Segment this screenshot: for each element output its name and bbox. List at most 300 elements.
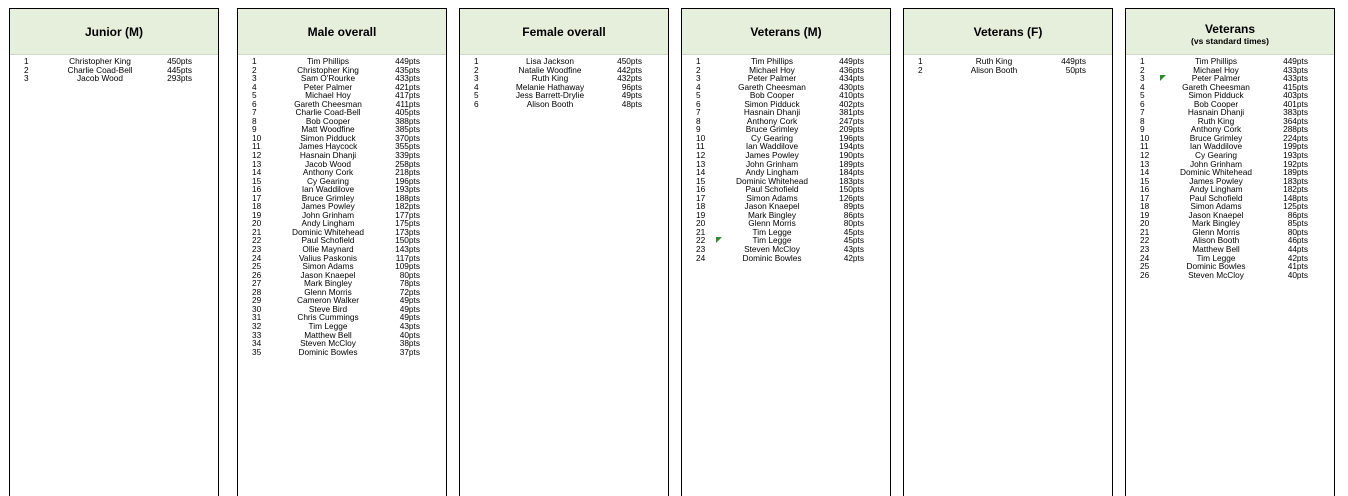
rank: 15 (1140, 175, 1150, 186)
result-row (1126, 271, 1334, 280)
runner-name: Jess Barrett-Drylie (515, 90, 585, 101)
rank: 2 (252, 64, 257, 75)
result-row (904, 66, 1112, 75)
runner-name: James Powley (301, 201, 355, 212)
runner-name: Peter Palmer (1191, 73, 1241, 84)
points: 40pts (399, 329, 420, 340)
results-list (460, 55, 668, 108)
rank: 23 (696, 244, 706, 255)
panel-title: Veterans (1204, 21, 1256, 36)
points: 117pts (395, 252, 420, 263)
rank: 23 (252, 244, 262, 255)
points: 184pts (839, 167, 864, 178)
points: 410pts (839, 90, 864, 101)
points: 78pts (399, 278, 420, 289)
runner-name: Anthony Cork (746, 115, 798, 126)
runner-name: Mark Bingley (1192, 218, 1240, 229)
rank: 1 (1140, 56, 1145, 66)
points: 37pts (399, 346, 420, 357)
rank: 10 (1140, 132, 1150, 143)
runner-name: Glenn Morris (748, 218, 796, 229)
runner-name: Tim Legge (308, 320, 348, 331)
panel-title: Veterans (M) (750, 24, 822, 39)
panel-header (460, 9, 668, 55)
runner-name: Ruth King (531, 73, 569, 84)
panel-title: Female overall (522, 24, 606, 39)
runner-name: Dominic Bowles (742, 252, 802, 263)
runner-name: Ruth King (975, 56, 1013, 66)
runner-name: Simon Adams (302, 261, 354, 272)
runner-name: Lisa Jackson (526, 56, 574, 66)
runner-name: Bruce Grimley (745, 124, 799, 135)
rank: 21 (1140, 226, 1150, 237)
rank: 21 (696, 226, 706, 237)
points: 430pts (839, 81, 864, 92)
runner-name: Cameron Walker (297, 295, 359, 306)
rank: 31 (252, 312, 262, 323)
points: 80pts (399, 269, 420, 280)
rank: 6 (1140, 98, 1145, 109)
points: 196pts (839, 132, 864, 143)
panel-header (238, 9, 446, 55)
points: 177pts (395, 209, 420, 220)
rank: 14 (696, 167, 706, 178)
points: 143pts (395, 244, 420, 255)
panel-header (682, 9, 890, 55)
rank: 24 (252, 252, 262, 263)
runner-name: Tim Phillips (750, 56, 794, 66)
points: 449pts (1061, 56, 1086, 66)
rank: 4 (252, 81, 257, 92)
rank: 18 (1140, 201, 1150, 212)
runner-name: Cy Gearing (307, 175, 349, 186)
panel-header (10, 9, 218, 55)
points: 433pts (1283, 73, 1308, 84)
points: 445pts (167, 64, 192, 75)
rank: 33 (252, 329, 262, 340)
rank: 15 (696, 175, 706, 186)
points: 247pts (839, 115, 864, 126)
runner-name: Simon Adams (1190, 201, 1242, 212)
runner-name: Cy Gearing (1195, 150, 1237, 161)
runner-name: Charlie Coad-Bell (295, 107, 361, 118)
runner-name: John Grinham (1189, 158, 1243, 169)
points: 49pts (621, 90, 642, 101)
points: 435pts (395, 64, 420, 75)
rank: 3 (474, 73, 479, 84)
points: 45pts (843, 235, 864, 246)
runner-name: Anthony Cork (302, 167, 354, 178)
runner-name: Christopher King (297, 64, 359, 75)
points: 189pts (1283, 167, 1308, 178)
rank: 24 (1140, 252, 1150, 263)
rank: 29 (252, 295, 262, 306)
points: 182pts (395, 201, 420, 212)
rank: 14 (252, 167, 262, 178)
rank: 1 (918, 56, 923, 66)
points: 150pts (839, 184, 864, 195)
runner-name: Ollie Maynard (302, 244, 354, 255)
runner-name: Paul Schofield (301, 235, 355, 246)
points: 44pts (1287, 244, 1308, 255)
results-list (1126, 55, 1334, 279)
points: 355pts (395, 141, 420, 152)
points: 209pts (839, 124, 864, 135)
runner-name: Hasnain Dhanji (1187, 107, 1245, 118)
runner-name: James Haycock (298, 141, 358, 152)
points: 449pts (1283, 56, 1308, 66)
rank: 28 (252, 286, 262, 297)
rank: 1 (474, 56, 479, 66)
rank: 9 (252, 124, 257, 135)
points: 436pts (839, 64, 864, 75)
runner-name: Andy Lingham (745, 167, 799, 178)
points: 196pts (395, 175, 420, 186)
runner-name: Jacob Wood (77, 73, 123, 84)
runner-name: Steven McCloy (744, 244, 800, 255)
runner-name: Tim Legge (752, 226, 792, 237)
runner-name: Ian Waddilove (301, 184, 355, 195)
points: 192pts (1283, 158, 1308, 169)
runner-name: Mark Bingley (304, 278, 352, 289)
runner-name: Glenn Morris (304, 286, 352, 297)
runner-name: Melanie Hathaway (515, 81, 585, 92)
rank: 19 (1140, 209, 1150, 220)
results-list (904, 55, 1112, 74)
points: 293pts (167, 73, 192, 84)
result-row (238, 348, 446, 357)
runner-name: Michael Hoy (305, 90, 351, 101)
rank: 27 (252, 278, 262, 289)
points: 442pts (617, 64, 642, 75)
points: 125pts (1283, 201, 1308, 212)
panel-junior-m (9, 8, 219, 496)
runner-name: Jacob Wood (305, 158, 351, 169)
rank: 11 (696, 141, 705, 152)
rank: 3 (24, 73, 29, 84)
points: 401pts (1283, 98, 1308, 109)
runner-name: Paul Schofield (745, 184, 799, 195)
rank: 16 (252, 184, 262, 195)
rank: 12 (252, 150, 262, 161)
rank: 25 (1140, 261, 1150, 272)
points: 381pts (839, 107, 864, 118)
points: 49pts (399, 295, 420, 306)
points: 42pts (843, 252, 864, 263)
panel-title: Male overall (307, 24, 377, 39)
points: 42pts (1287, 252, 1308, 263)
result-row (460, 100, 668, 109)
runner-name: James Powley (1189, 175, 1243, 186)
results-list (10, 55, 218, 83)
points: 188pts (395, 192, 420, 203)
runner-name: Peter Palmer (303, 81, 353, 92)
points: 48pts (621, 98, 642, 109)
points: 450pts (617, 56, 642, 66)
rank: 18 (696, 201, 706, 212)
rank: 5 (474, 90, 479, 101)
runner-name: Matt Woodfine (301, 124, 355, 135)
runner-name: Steve Bird (308, 303, 348, 314)
rank: 6 (474, 98, 479, 109)
runner-name: Gareth Cheesman (1182, 81, 1250, 92)
result-row (10, 74, 218, 83)
rank: 26 (252, 269, 262, 280)
points: 43pts (843, 244, 864, 255)
rank: 13 (696, 158, 706, 169)
points: 433pts (395, 73, 420, 84)
points: 49pts (399, 312, 420, 323)
rank: 22 (696, 235, 706, 246)
points: 41pts (1287, 261, 1308, 272)
points: 175pts (395, 218, 420, 229)
runner-name: John Grinham (301, 209, 355, 220)
rank: 3 (1140, 73, 1145, 84)
rank: 5 (1140, 90, 1145, 101)
rank: 2 (1140, 64, 1145, 75)
rank: 1 (252, 56, 257, 66)
runner-name: Simon Pidduck (744, 98, 800, 109)
points: 415pts (1283, 81, 1308, 92)
points: 80pts (1287, 226, 1308, 237)
rank: 19 (252, 209, 262, 220)
runner-name: Gareth Cheesman (294, 98, 362, 109)
points: 339pts (395, 150, 420, 161)
rank: 34 (252, 338, 262, 349)
rank: 7 (696, 107, 701, 118)
rank: 17 (252, 192, 262, 203)
rank: 3 (696, 73, 701, 84)
points: 402pts (839, 98, 864, 109)
points: 86pts (843, 209, 864, 220)
runner-name: Valius Paskonis (299, 252, 357, 263)
runner-name: Dominic Bowles (1186, 261, 1246, 272)
rank: 2 (918, 64, 923, 75)
points: 199pts (1283, 141, 1308, 152)
runner-name: Natalie Woodfine (518, 64, 582, 75)
rank: 15 (252, 175, 262, 186)
points: 182pts (1283, 184, 1308, 195)
rank: 2 (696, 64, 701, 75)
points: 388pts (395, 115, 420, 126)
points: 89pts (843, 201, 864, 212)
rank: 26 (1140, 269, 1150, 280)
rank: 16 (696, 184, 706, 195)
rank: 13 (252, 158, 262, 169)
runner-name: Gareth Cheesman (738, 81, 806, 92)
runner-name: Steven McCloy (300, 338, 356, 349)
panel-header (1126, 9, 1334, 55)
rank: 8 (1140, 115, 1145, 126)
runner-name: Jason Knaepel (744, 201, 800, 212)
points: 38pts (399, 338, 420, 349)
rank: 1 (24, 56, 29, 66)
rank: 9 (1140, 124, 1145, 135)
rank: 13 (1140, 158, 1150, 169)
runner-name: Peter Palmer (747, 73, 797, 84)
runner-name: Ian Waddilove (1189, 141, 1243, 152)
points: 126pts (839, 192, 864, 203)
rank: 5 (252, 90, 257, 101)
runner-name: Ruth King (1197, 115, 1235, 126)
runner-name: Dominic Whitehead (292, 226, 364, 237)
panel-veterans-m (681, 8, 891, 496)
points: 405pts (395, 107, 420, 118)
points: 449pts (395, 56, 420, 66)
runner-name: Cy Gearing (751, 132, 793, 143)
rank: 6 (252, 98, 257, 109)
runner-name: Andy Lingham (1189, 184, 1243, 195)
rank: 17 (696, 192, 706, 203)
result-row (682, 254, 890, 263)
rank: 23 (1140, 244, 1150, 255)
points: 370pts (395, 132, 420, 143)
runner-name: Alison Booth (970, 64, 1018, 75)
runner-name: Matthew Bell (1192, 244, 1240, 255)
points: 194pts (839, 141, 864, 152)
runner-name: Jason Knaepel (300, 269, 356, 280)
points: 148pts (1283, 192, 1308, 203)
rank: 19 (696, 209, 706, 220)
rank: 4 (696, 81, 701, 92)
runner-name: Dominic Whitehead (736, 175, 808, 186)
runner-name: Tim Legge (1196, 252, 1236, 263)
rank: 8 (252, 115, 257, 126)
rank: 2 (24, 64, 29, 75)
rank: 18 (252, 201, 262, 212)
runner-name: Matthew Bell (304, 329, 352, 340)
results-list (238, 55, 446, 356)
points: 434pts (839, 73, 864, 84)
rank: 11 (252, 141, 261, 152)
points: 385pts (395, 124, 420, 135)
points: 50pts (1065, 64, 1086, 75)
rank: 17 (1140, 192, 1150, 203)
panel-header (904, 9, 1112, 55)
runner-name: Bob Cooper (1193, 98, 1239, 109)
runner-name: Tim Phillips (306, 56, 350, 66)
points: 364pts (1283, 115, 1308, 126)
runner-name: Anthony Cork (1190, 124, 1242, 135)
runner-name: Chris Cummings (297, 312, 359, 323)
runner-name: Dominic Whitehead (1180, 167, 1252, 178)
points: 432pts (617, 73, 642, 84)
points: 80pts (843, 218, 864, 229)
runner-name: Steven McCloy (1188, 269, 1244, 280)
runner-name: Ian Waddilove (745, 141, 799, 152)
runner-name: Bob Cooper (305, 115, 351, 126)
points: 433pts (1283, 64, 1308, 75)
runner-name: Hasnain Dhanji (743, 107, 801, 118)
points: 45pts (843, 226, 864, 237)
points: 183pts (839, 175, 864, 186)
points: 258pts (395, 158, 420, 169)
points: 150pts (395, 235, 420, 246)
points: 43pts (399, 320, 420, 331)
panel-veterans-f (903, 8, 1113, 496)
panel-title: Junior (M) (85, 24, 143, 39)
runner-name: Christopher King (69, 56, 131, 66)
points: 183pts (1283, 175, 1308, 186)
points: 40pts (1287, 269, 1308, 280)
rank: 1 (696, 56, 701, 66)
points: 193pts (395, 184, 420, 195)
points: 193pts (1283, 150, 1308, 161)
runner-name: Andy Lingham (301, 218, 355, 229)
runner-name: Mark Bingley (748, 209, 796, 220)
points: 383pts (1283, 107, 1308, 118)
runner-name: Alison Booth (526, 98, 574, 109)
points: 288pts (1283, 124, 1308, 135)
results-list (682, 55, 890, 262)
runner-name: Dominic Bowles (298, 346, 358, 357)
panel-title: Veterans (F) (973, 24, 1043, 39)
runner-name: Simon Adams (746, 192, 798, 203)
runner-name: Glenn Morris (1192, 226, 1240, 237)
rank: 12 (1140, 150, 1150, 161)
rank: 4 (474, 81, 479, 92)
points: 72pts (399, 286, 420, 297)
rank: 20 (1140, 218, 1150, 229)
runner-name: Tim Phillips (1194, 56, 1238, 66)
rank: 14 (1140, 167, 1150, 178)
points: 224pts (1283, 132, 1308, 143)
rank: 20 (696, 218, 706, 229)
rank: 35 (252, 346, 262, 357)
rank: 8 (696, 115, 701, 126)
points: 421pts (395, 81, 420, 92)
runner-name: John Grinham (745, 158, 799, 169)
points: 417pts (395, 90, 420, 101)
rank: 30 (252, 303, 262, 314)
rank: 6 (696, 98, 701, 109)
rank: 12 (696, 150, 706, 161)
rank: 32 (252, 320, 262, 331)
rank: 25 (252, 261, 262, 272)
runner-name: James Powley (745, 150, 799, 161)
points: 450pts (167, 56, 192, 66)
points: 109pts (395, 261, 420, 272)
rank: 4 (1140, 81, 1145, 92)
points: 46pts (1287, 235, 1308, 246)
runner-name: Michael Hoy (1193, 64, 1239, 75)
runner-name: Paul Schofield (1189, 192, 1243, 203)
rank: 10 (696, 132, 706, 143)
runner-name: Charlie Coad-Bell (67, 64, 133, 75)
runner-name: Hasnain Dhanji (299, 150, 357, 161)
rank: 9 (696, 124, 701, 135)
points: 86pts (1287, 209, 1308, 220)
points: 449pts (839, 56, 864, 66)
rank: 7 (1140, 107, 1145, 118)
rank: 11 (1140, 141, 1149, 152)
panel-subtitle: (vs standard times) (1191, 35, 1269, 46)
rank: 2 (474, 64, 479, 75)
runner-name: Simon Pidduck (300, 132, 356, 143)
runner-name: Tim Legge (752, 235, 792, 246)
points: 85pts (1287, 218, 1308, 229)
points: 96pts (621, 81, 642, 92)
rank: 20 (252, 218, 262, 229)
rank: 21 (252, 226, 262, 237)
rank: 7 (252, 107, 257, 118)
panel-female-overall (459, 8, 669, 496)
runner-name: Sam O'Rourke (300, 73, 356, 84)
points: 189pts (839, 158, 864, 169)
rank: 16 (1140, 184, 1150, 195)
runner-name: Jason Knaepel (1188, 209, 1244, 220)
points: 218pts (395, 167, 420, 178)
